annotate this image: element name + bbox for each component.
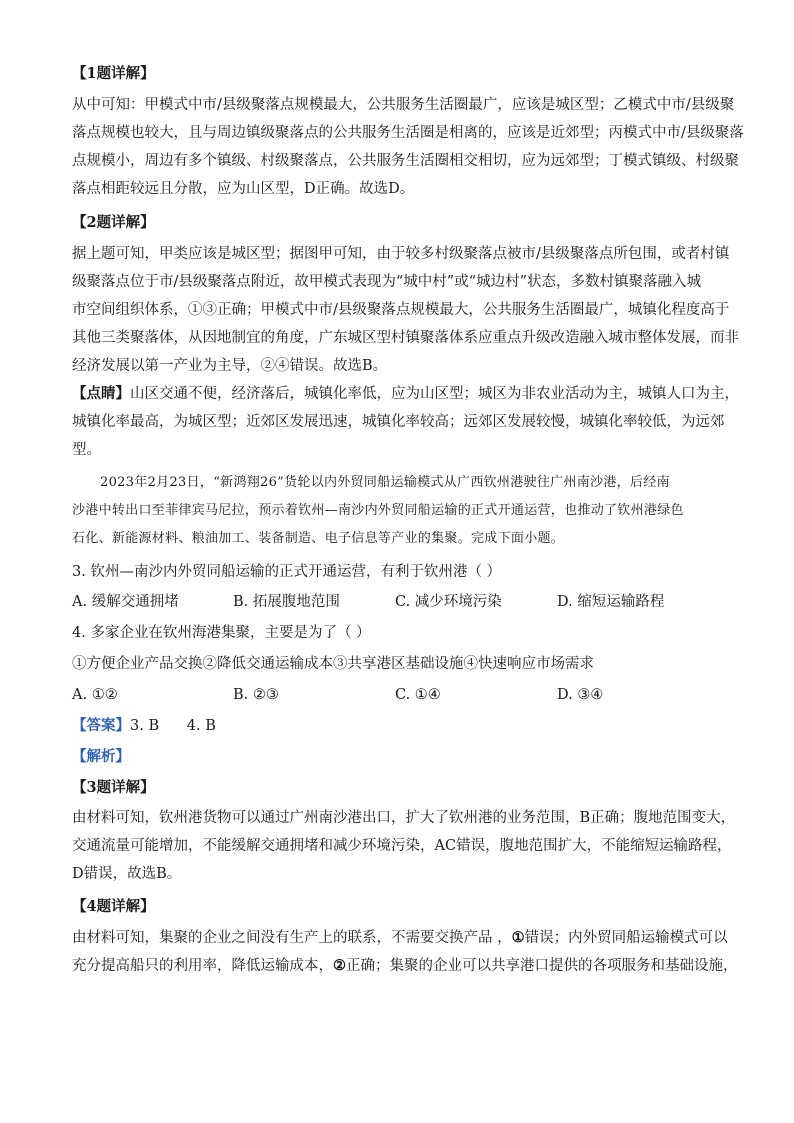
- q2-detail-heading: 【2题详解】: [72, 214, 155, 231]
- paragraph-line: D错误，故选B。: [72, 866, 182, 882]
- paragraph-line: 经济发展以第一产业为主导，②④错误。故选B。: [72, 358, 388, 374]
- material-line: 石化、新能源材料、粮油加工、装备制造、电子信息等产业的集聚。完成下面小题。: [72, 531, 565, 546]
- answer-text: 3. B 4. B: [130, 718, 216, 734]
- q3-option-a: A. 缓解交通拥堵: [72, 594, 179, 610]
- text-segment: 充分提高船只的利用率，降低运输成本，: [72, 958, 333, 974]
- q4-detail-heading: 【4题详解】: [72, 898, 155, 915]
- paragraph-line: 落点规模也较大，且与周边镇级聚落点的公共服务生活圈是相离的，应该是近郊型；丙模式中市/县级聚落: [72, 125, 744, 141]
- text-segment: 由材料可知，集聚的企业之间没有生产上的联系，不需要交换产品 ，: [72, 930, 512, 946]
- q4-option-d: D. ③④: [557, 687, 604, 703]
- paragraph-line: [72, 956, 738, 976]
- q3-stem: 3. 钦州—南沙内外贸同船运输的正式开通运营，有利于钦州港（ ）: [72, 564, 502, 580]
- q3-detail-heading: 【3题详解】: [72, 779, 155, 796]
- tip-heading: 【点睛】: [72, 385, 130, 402]
- paragraph-line: 型。: [72, 442, 101, 458]
- q3-option-c: C. 减少环境污染: [395, 594, 502, 610]
- q3-option-d: D. 缩短运输路程: [557, 594, 665, 610]
- paragraph-line: 点规模小，周边有多个镇级、村级聚落点，公共服务生活圈相交相切，应为远郊型；丁模式镇级、村级聚: [72, 153, 739, 169]
- paragraph-line: 据上题可知，甲类应该是城区型；据图甲可知，由于较多村级聚落点被市/县级聚落点所包围，或者村镇: [72, 246, 730, 262]
- answer-line: [72, 716, 216, 736]
- q4-option-c: C. ①④: [395, 687, 441, 703]
- paragraph-line: 市空间组织体系，①③正确；甲模式中市/县级聚落点规模最大，公共服务生活圈最广，城镇化程度高于: [72, 302, 730, 318]
- material-line: 沙港中转出口至菲律宾马尼拉，预示着钦州—南沙内外贸同船运输的正式开通运营，也推动了钦州港绿色: [72, 503, 684, 518]
- paragraph-line: 由材料可知，钦州港货物可以通过广州南沙港出口，扩大了钦州港的业务范围，B正确；腹地范围变大，: [72, 810, 736, 826]
- paragraph-line: 从中可知：甲模式中市/县级聚落点规模最大，公共服务生活圈最广，应该是城区型；乙模式中市/县级聚: [72, 97, 735, 113]
- paragraph-line: 其他三类聚落体，从因地制宜的角度，广东城区型村镇聚落体系应重点升级改造融入城市整体发展，而非: [72, 330, 739, 346]
- answer-tag: 【答案】: [72, 717, 130, 734]
- paragraph-line: [72, 928, 728, 948]
- circled-two: ②: [333, 957, 346, 974]
- circled-one: ①: [511, 929, 525, 946]
- q3-option-b: B. 拓展腹地范围: [233, 594, 340, 610]
- q4-option-b: B. ②③: [233, 687, 279, 703]
- q4-items: ①方便企业产品交换②降低交通运输成本③共享港区基础设施④快速响应市场需求: [72, 656, 594, 672]
- paragraph-line: 交通流量可能增加，不能缓解交通拥堵和减少环境污染，AC错误，腹地范围扩大，不能缩短运输路程，: [72, 838, 732, 854]
- tip-text: 山区交通不便，经济落后，城镇化率低，应为山区型；城区为非农业活动为主，城镇人口为主，: [130, 386, 739, 402]
- text-segment: 错误；内外贸同船运输模式可以: [524, 930, 728, 946]
- paragraph-line: 城镇化率最高，为城区型；近郊区发展迅速，城镇化率较高；远郊区发展较慢，城镇化率较低，为远郊: [72, 414, 725, 430]
- analysis-tag: 【解析】: [72, 748, 130, 765]
- paragraph-line: 落点相距较远且分散，应为山区型，D正确。故选D。: [72, 181, 415, 197]
- paragraph-line: 级聚落点位于市/县级聚落点附近，故甲模式表现为“城中村”或“城边村”状态，多数村镇聚落融入城: [72, 274, 702, 290]
- tip-line: [72, 384, 739, 404]
- material-line: 2023年2月23日，“新鸿翔26”货轮以内外贸同船运输模式从广西钦州港驶往广州南沙港，后经南: [100, 475, 670, 490]
- text-segment: 正确；集聚的企业可以共享港口提供的各项服务和基础设施，: [346, 958, 738, 974]
- q1-detail-heading: 【1题详解】: [72, 65, 155, 82]
- q4-option-a: A. ①②: [72, 687, 118, 703]
- q4-stem: 4. 多家企业在钦州海港集聚，主要是为了（ ）: [72, 625, 371, 641]
